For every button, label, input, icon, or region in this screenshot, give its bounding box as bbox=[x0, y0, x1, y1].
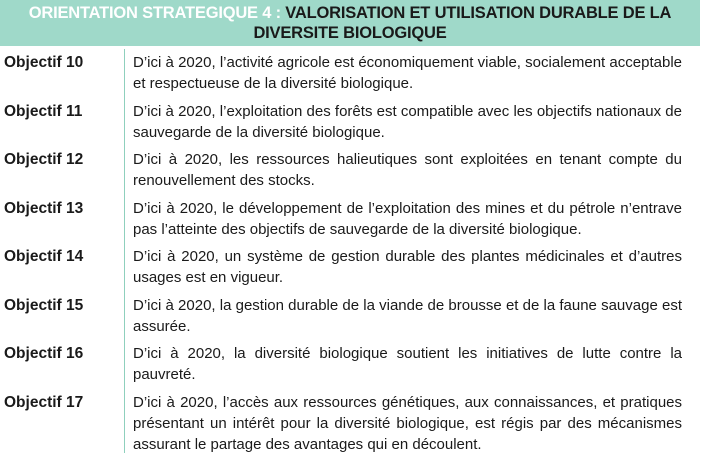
objective-row bbox=[0, 243, 700, 292]
orientation-title: VALORISATION ET UTILISATION DURABLE DE LA DIVERSITE BIOLOGIQUE bbox=[253, 4, 672, 42]
objectives-table bbox=[0, 49, 700, 453]
objective-row bbox=[0, 98, 700, 147]
objective-row bbox=[0, 389, 700, 453]
objective-text: D’ici à 2020, l’exploitation des forêts est compatible avec les objectifs nationaux de sauvegarde de la diversité biologique. bbox=[124, 98, 700, 147]
objective-text: D’ici à 2020, la diversité biologique soutient les initiatives de lutte contre la pauvreté. bbox=[124, 340, 700, 389]
objective-text: D’ici à 2020, l’activité agricole est économiquement viable, socialement acceptable et respectueuse de la diversité biologique. bbox=[124, 49, 700, 98]
objective-label: Objectif 16 bbox=[4, 345, 84, 362]
objective-text: D’ici à 2020, le développement de l’exploitation des mines et du pétrole n’entrave pas l’atteinte des objectifs de sauvegarde de la diversité biologique. bbox=[124, 195, 700, 244]
orientation-label: ORIENTATION STRATEGIQUE 4 : bbox=[28, 4, 281, 22]
objective-label: Objectif 17 bbox=[4, 393, 84, 411]
objective-label: Objectif 13 bbox=[4, 199, 84, 217]
objective-text: D’ici à 2020, l’accès aux ressources génétiques, aux connaissances, et pratiques présentant un intérêt pour la diversité biologique, est régis par des mécanismes assurant le partage des avantages qui en découlent. bbox=[124, 389, 700, 453]
objective-text: D’ici à 2020, un système de gestion durable des plantes médicinales et d’autres usages est en vigueur. bbox=[124, 243, 700, 292]
objective-label: Objectif 12 bbox=[4, 151, 84, 168]
orientation-header bbox=[0, 0, 700, 46]
objective-row bbox=[0, 340, 700, 389]
objective-label: Objectif 10 bbox=[4, 54, 84, 71]
objective-text: D’ici à 2020, la gestion durable de la viande de brousse et de la faune sauvage est assurée. bbox=[124, 292, 700, 341]
objective-label: Objectif 14 bbox=[4, 248, 84, 265]
objective-row bbox=[0, 195, 700, 244]
objective-row bbox=[0, 292, 700, 341]
objective-row bbox=[0, 49, 700, 98]
objective-label: Objectif 15 bbox=[4, 296, 84, 314]
objective-label: Objectif 11 bbox=[4, 102, 83, 120]
objective-row bbox=[0, 146, 700, 195]
objective-text: D’ici à 2020, les ressources halieutiques sont exploitées en tenant compte du renouvellement des stocks. bbox=[124, 146, 700, 195]
